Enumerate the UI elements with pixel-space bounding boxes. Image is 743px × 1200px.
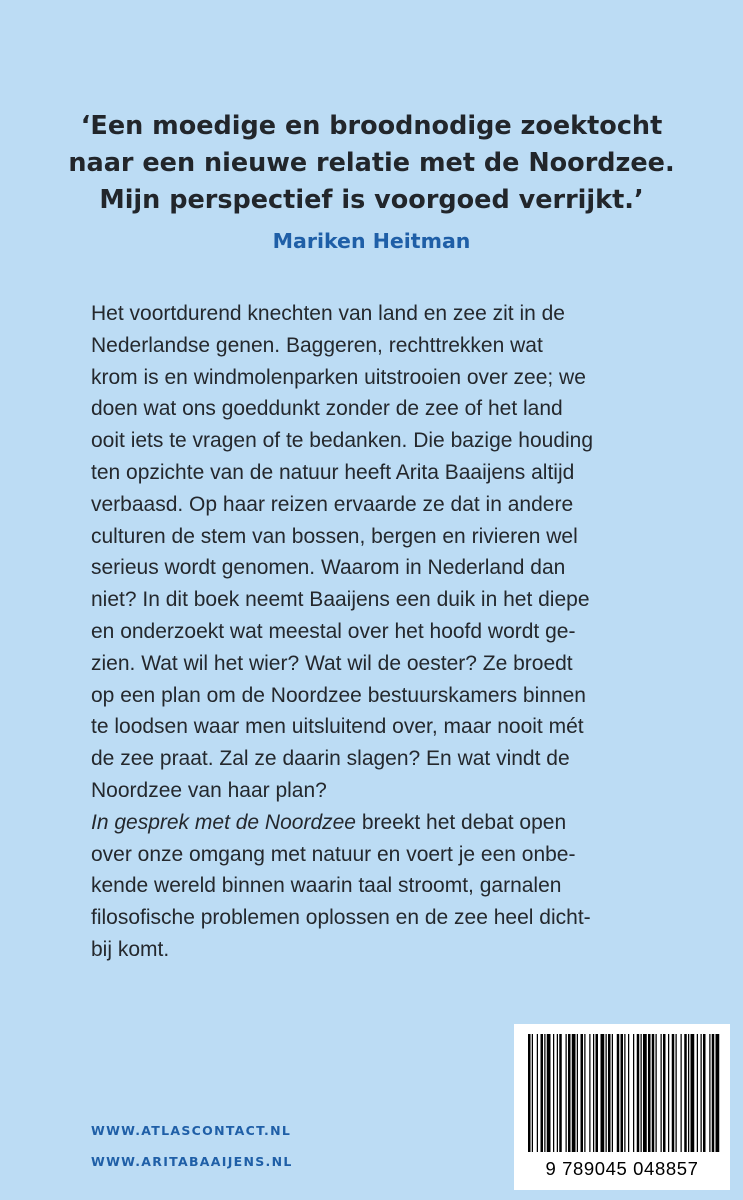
barcode-bar [661,1034,662,1152]
barcode-bar [553,1034,554,1152]
blurb-line: niet? In dit boek neemt Baaijens een duik in het diepe [91,588,590,612]
barcode-bar [559,1034,562,1152]
barcode-bar [624,1034,625,1152]
barcode-bar [547,1034,551,1152]
barcode-bar [596,1034,599,1152]
blurb-line: zien. Wat wil het wier? Wat wil de oester? Ze broedt [91,651,573,675]
quote-line: naar een nieuwe relatie met de Noordzee. [68,148,675,178]
barcode-bar [584,1034,585,1152]
barcode-bar [606,1034,607,1152]
blurb-line: Nederlandse genen. Baggeren, rechttrekken wat [91,333,543,357]
quote-line: ‘Een moedige en broodnodige zoektocht [80,111,663,141]
blurb-line: over onze omgang met natuur en voert je een onbe- [91,842,576,866]
barcode-bar [637,1034,640,1152]
review-quote [0,108,743,219]
blurb-line: doen wat ons goeddunkt zonder de zee of het land [91,397,563,421]
barcode-bar [709,1034,710,1152]
barcode-bar [532,1034,533,1152]
blurb-line: Het voortdurend knechten van land en zee zit in de [91,302,565,325]
blurb-title-line [91,807,671,839]
barcode-bar [672,1034,675,1152]
quote-line: Mijn perspectief is voorgoed verrijkt.’ [99,185,644,215]
barcode-bar [648,1034,651,1152]
blurb-line: op een plan om de Noordzee bestuurskamers binnen [91,683,586,707]
barcode-bar [701,1034,702,1152]
barcode-bar [676,1034,677,1152]
barcode-bar [577,1034,578,1152]
barcode-bar [528,1034,531,1152]
blurb-line: kende wereld binnen waarin taal stroomt, garnalen [91,874,562,898]
barcode-bar [612,1034,613,1152]
blurb-line: verbaasd. Op haar reizen ervaarde ze dat in andere [91,492,574,516]
barcode-bar [684,1034,687,1152]
blurb-line: culturen de stem van bossen, bergen en rivieren wel [91,524,578,548]
barcode-bar [601,1034,605,1152]
barcode-bar [681,1034,682,1152]
isbn-number: 9 789045 048857 [545,1158,699,1179]
blurb-line: krom is en windmolenparken uitstrooien over zee; we [91,365,586,389]
barcode-bar [581,1034,584,1152]
blurb-line: serieus wordt genomen. Waarom in Nederland dan [91,556,566,580]
barcode-bar [593,1034,594,1152]
barcode-bar [656,1034,657,1152]
blurb-line: Noordzee van haar plan? [91,778,327,802]
barcode-bar [589,1034,590,1152]
author-url: WWW.ARITABAAIJENS.NL [91,1154,293,1169]
barcode-bar [633,1034,634,1152]
barcode-bar [697,1034,698,1152]
quote-author: Mariken Heitman [272,229,471,253]
barcode-bar [688,1034,689,1152]
barcode-bar [544,1034,545,1152]
barcode-bar [541,1034,544,1152]
barcode-bar [643,1034,647,1152]
blurb-line: ooit iets te vragen of te bedanken. Die bazige houding [91,429,594,453]
barcode-bar [608,1034,611,1152]
barcode-bar [668,1034,669,1152]
barcode-bar [663,1034,666,1152]
barcode-bar [568,1034,571,1152]
barcode-bar [557,1034,558,1152]
barcode-bar [621,1034,624,1152]
barcode-bar [537,1034,538,1152]
barcode-bar [641,1034,642,1152]
barcode-bar [566,1034,567,1152]
barcode-bar [572,1034,576,1152]
isbn-barcode [514,1024,730,1190]
barcode-bar [712,1034,715,1152]
blurb-line: ten opzichte van de natuur heeft Arita Baaijens altijd [91,460,575,484]
barcode-bar [628,1034,629,1152]
barcode-bar [617,1034,620,1152]
book-title-italic: In gesprek met de Noordzee [91,810,356,834]
blurb-line: filosofische problemen oplossen en de zee heel dicht- [91,906,591,930]
blurb-line: en onderzoekt wat meestal over het hoofd wordt ge- [91,619,576,643]
blurb-line: te loodsen waar men uitsluitend over, maar nooit mét [91,715,584,739]
barcode-bar [691,1034,695,1152]
barcode-bar [703,1034,706,1152]
publisher-url: WWW.ATLASCONTACT.NL [91,1123,292,1138]
blurb-line-rest: breekt het debat open [355,810,567,834]
blurb-line: bij komt. [91,937,170,961]
blurb-text [91,298,671,966]
website-links [91,1115,293,1177]
barcode-bar [652,1034,655,1152]
barcode-bar [716,1034,720,1152]
blurb-line: de zee praat. Zal ze daarin slagen? En wat vindt de [91,747,570,771]
